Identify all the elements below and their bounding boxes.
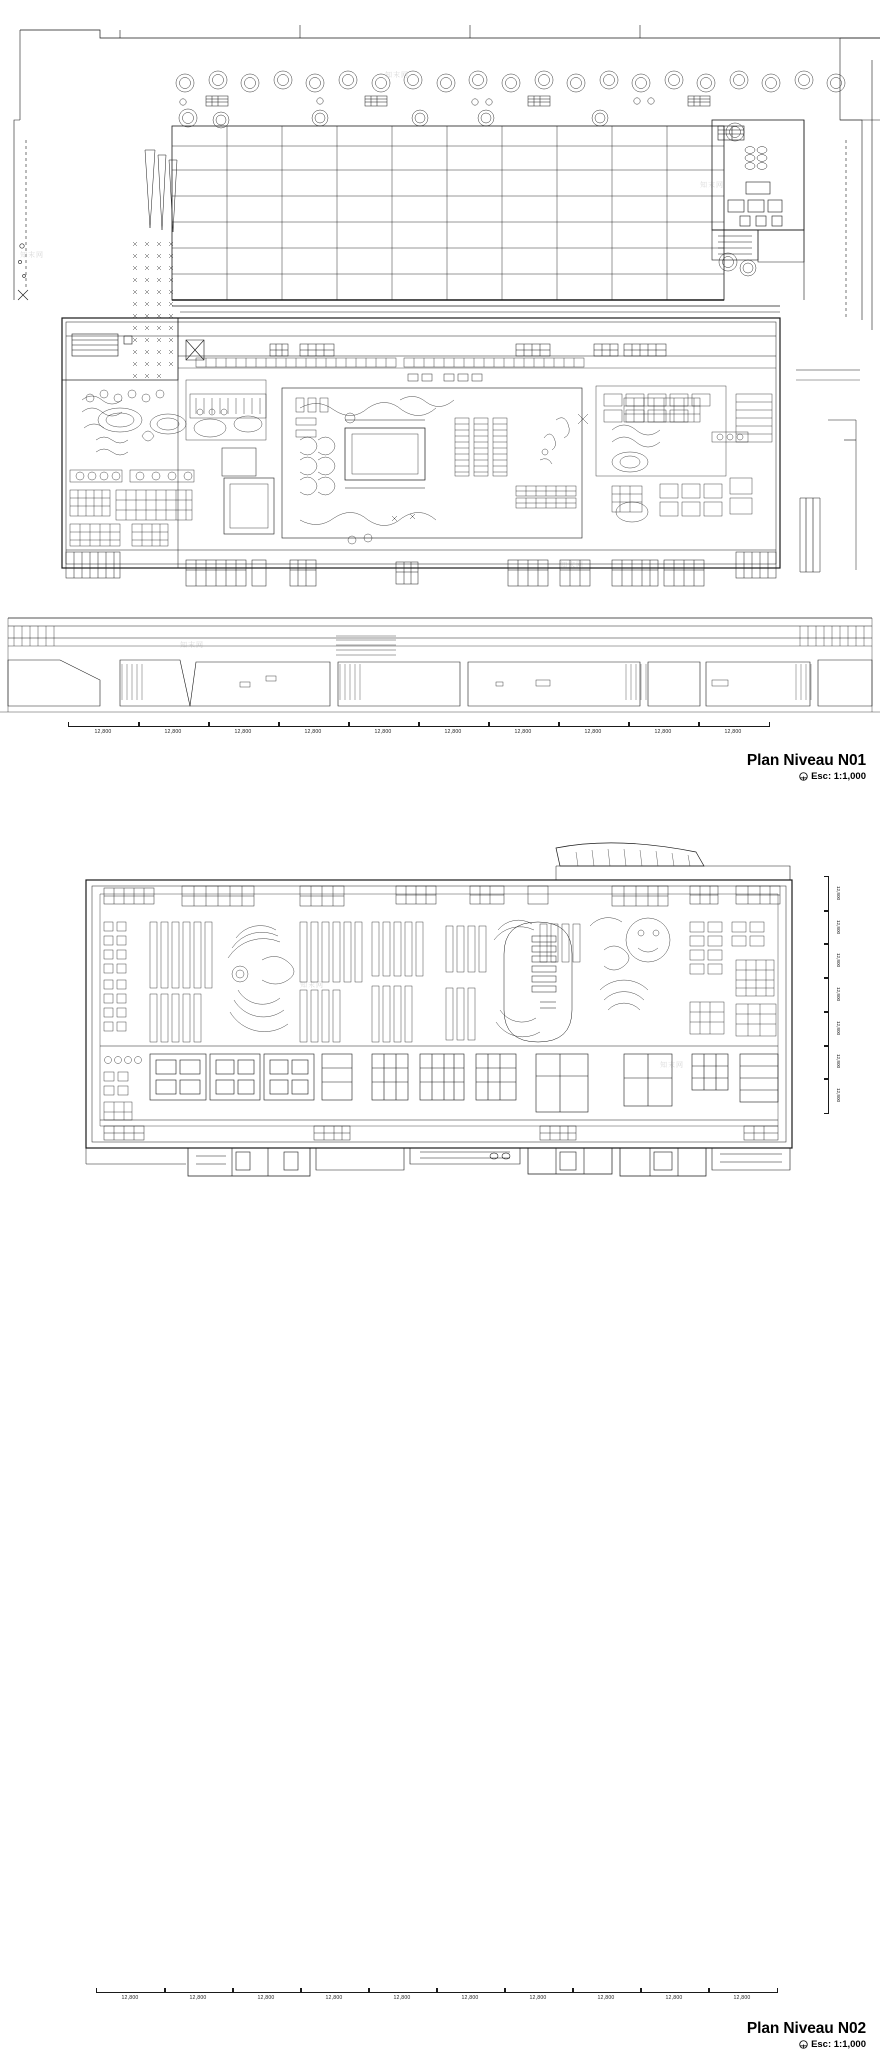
dimension-label: 12,800 [698,722,768,735]
dimension-label: 12,800 [138,722,208,735]
watermark: 知末网 [20,252,44,259]
watermark: 知末网 [385,72,409,79]
dimension-label: 12,800 [572,1988,640,2001]
dimension-label: 12,800 [640,1988,708,2001]
dimension-label: 12,800 [824,943,840,977]
dimension-label: 12,800 [164,1988,232,2001]
dimension-label: 12,800 [558,722,628,735]
watermark: 知末网 [180,642,204,649]
dimension-strip-n02-right [824,876,840,1112]
dimension-strip-n01 [68,722,768,740]
compass-scale-icon [799,772,808,781]
watermark: 知末网 [660,1062,684,1069]
plan-n01-drawing [0,0,880,800]
dimension-label: 12,800 [504,1988,572,2001]
dimension-label: 12,800 [708,1988,776,2001]
plan-n02-drawing [0,830,880,1244]
dimension-strip-n02 [96,1988,776,2006]
watermark: 知末网 [560,562,584,569]
title-block-n01 [747,752,866,782]
dimension-label: 12,800 [824,876,840,910]
dimension-label: 12,800 [208,722,278,735]
dimension-label: 12,800 [300,1988,368,2001]
plan-niveau-n01 [0,0,880,800]
dimension-label: 12,800 [436,1988,504,2001]
title-block-n02 [747,2020,866,2050]
plan-title: Plan Niveau N02 [746,2020,866,2037]
dimension-label: 12,800 [824,1045,840,1079]
dimension-label: 12,800 [278,722,348,735]
compass-scale-icon [799,2040,808,2049]
watermark: 知末网 [300,982,324,989]
dimension-label: 12,800 [824,1078,840,1112]
dimension-label: 12,800 [824,977,840,1011]
scale-line [747,771,866,782]
dimension-label: 12,800 [68,722,138,735]
scale-label: Esc: 1:1,000 [811,2039,866,2050]
dimension-label: 12,800 [348,722,418,735]
dimension-label: 12,800 [232,1988,300,2001]
dimension-label: 12,800 [418,722,488,735]
scale-line [747,2039,866,2050]
dimension-label: 12,800 [824,910,840,944]
dimension-label: 12,800 [96,1988,164,2001]
watermark: 知末网 [700,182,724,189]
dimension-label: 12,800 [488,722,558,735]
plan-title: Plan Niveau N01 [746,752,866,769]
scale-label: Esc: 1:1,000 [811,771,866,783]
plan-niveau-n02 [0,830,880,2050]
dimension-label: 12,800 [628,722,698,735]
dimension-label: 12,800 [368,1988,436,2001]
dimension-label: 12,800 [824,1011,840,1045]
